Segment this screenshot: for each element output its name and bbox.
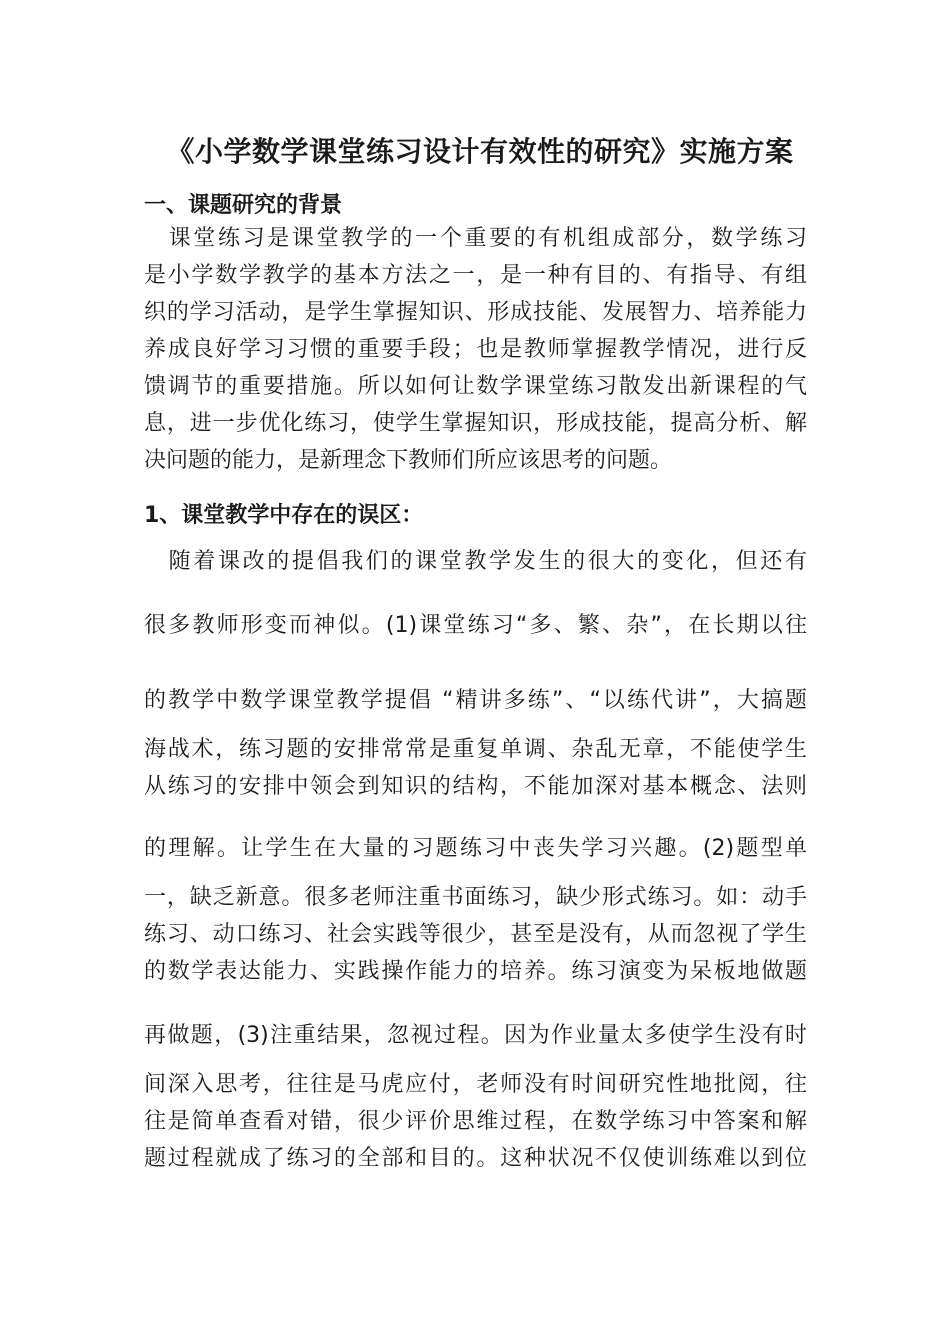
paragraph-line: 练习、动口练习、社会实践等很少，甚至是没有，从而忽视了学生 [144,922,807,947]
paragraph-line: 决问题的能力，是新理念下教师们所应该思考的问题。 [144,448,673,473]
paragraph-line: 从练习的安排中领会到知识的结构，不能加深对基本概念、法则 [144,774,807,799]
paragraph-line: 间深入思考，往往是马虎应付，老师没有时间研究性地批阅，往 [144,1072,807,1097]
paragraph-line: 织的学习活动，是学生掌握知识、形成技能、发展智力、培养能力 [144,300,807,325]
paragraph-line: 题过程就成了练习的全部和目的。这种状况不仅使训练难以到位 [144,1146,807,1171]
paragraph-line: 往是简单查看对错，很少评价思维过程，在数学练习中答案和解 [144,1109,807,1134]
document-title: 《小学数学课堂练习设计有效性的研究》实施方案 [166,135,794,168]
paragraph-line: 一，缺乏新意。很多老师注重书面练习，缺少形式练习。如：动手 [144,885,807,910]
paragraph-line: 课堂练习是课堂教学的一个重要的有机组成部分，数学练习 [144,226,807,251]
paragraph-line: 再做题，(3)注重结果，忽视过程。因为作业量太多使学生没有时 [144,1023,807,1048]
paragraph-line: 是小学数学教学的基本方法之一，是一种有目的、有指导、有组 [144,263,807,288]
paragraph-line: 的数学表达能力、实践操作能力的培养。练习演变为呆板地做题 [144,959,807,984]
paragraph-line: 馈调节的重要措施。所以如何让数学课堂练习散发出新课程的气 [144,374,807,399]
section-heading-background: 一、课题研究的背景 [144,193,343,218]
paragraph-line: 海战术，练习题的安排常常是重复单调、杂乱无章，不能使学生 [144,737,807,762]
paragraph-line: 养成良好学习习惯的重要手段；也是教师掌握教学情况，进行反 [144,337,807,362]
paragraph-line: 随着课改的提倡我们的课堂教学发生的很大的变化，但还有 [144,549,807,574]
subsection-heading-misconceptions: 1、课堂教学中存在的误区： [144,503,424,528]
paragraph-line: 的教学中数学课堂教学提倡 “精讲多练”、“以练代讲”，大搞题 [144,688,807,713]
paragraph-line: 很多教师形变而神似。(1)课堂练习“多、繁、杂”，在长期以往 [144,613,807,638]
paragraph-line: 息，进一步优化练习，使学生掌握知识，形成技能，提高分析、解 [144,411,807,436]
paragraph-line: 的理解。让学生在大量的习题练习中丧失学习兴趣。(2)题型单 [144,836,807,861]
